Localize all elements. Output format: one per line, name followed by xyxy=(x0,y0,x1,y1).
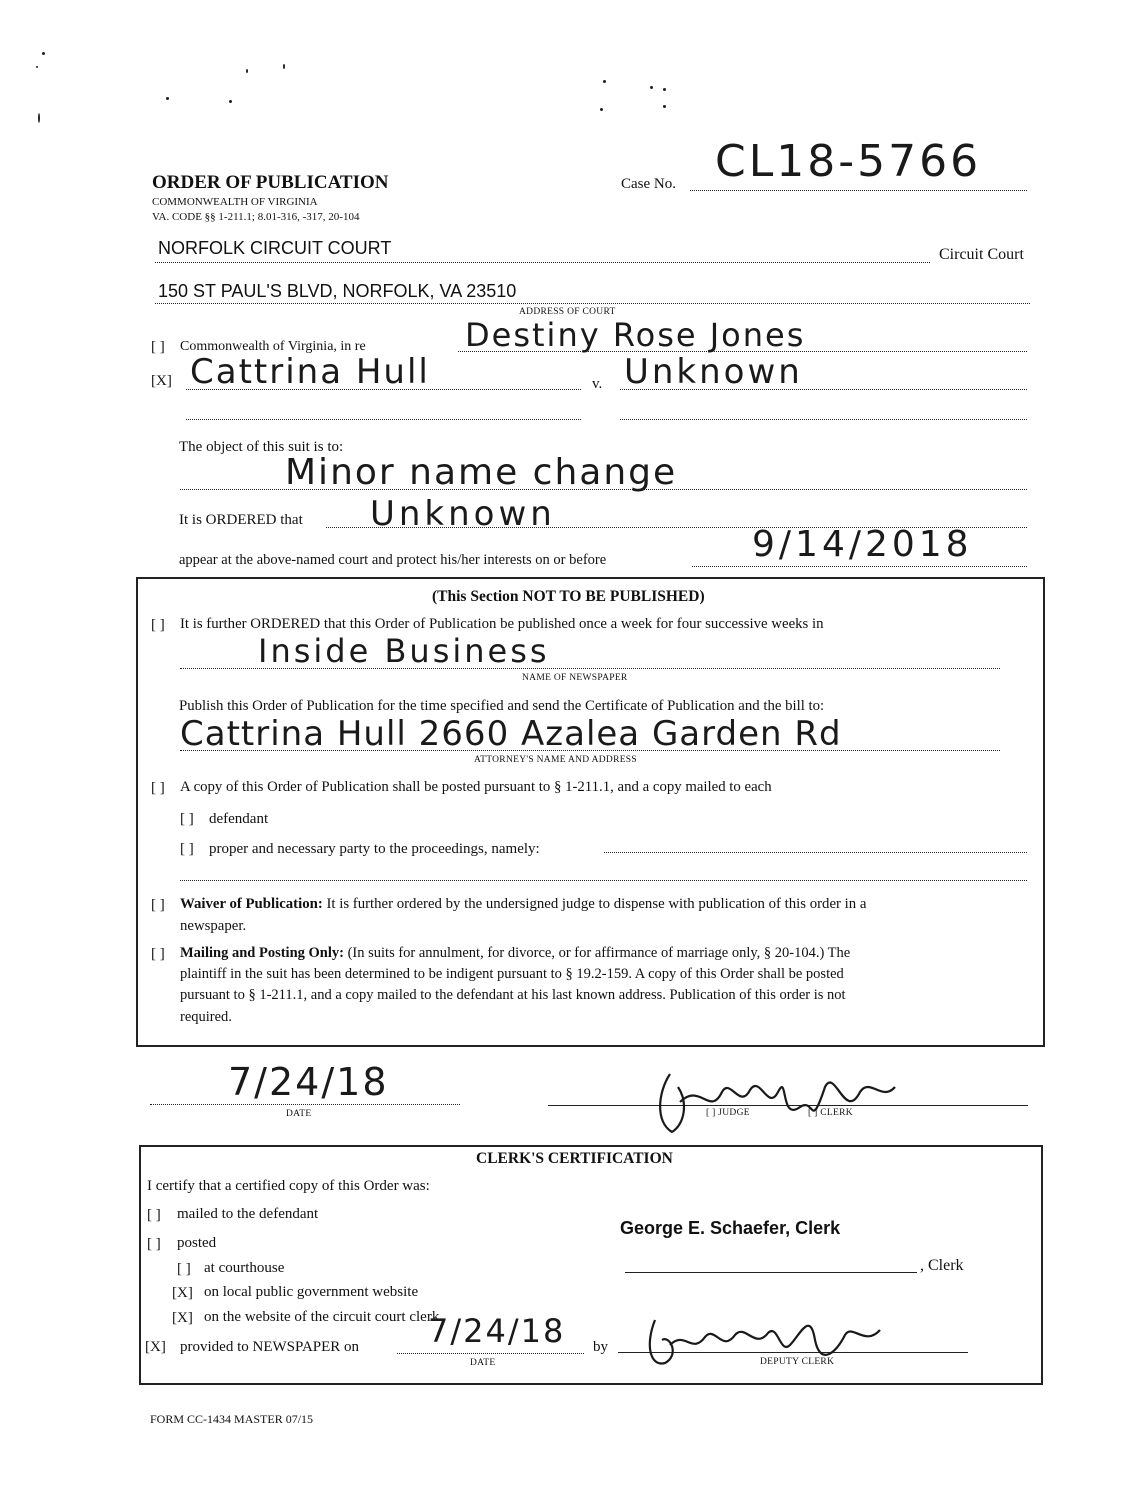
form-title: ORDER OF PUBLICATION xyxy=(152,172,389,193)
judge-signature xyxy=(650,1062,910,1142)
courthouse-label: at courthouse xyxy=(204,1260,285,1276)
circuit-website-label: on the website of the circuit court clerk xyxy=(204,1309,440,1325)
publish-text: It is further ORDERED that this Order of Publication be published once a week for four successive weeks in xyxy=(180,616,824,632)
va-code: VA. CODE §§ 1-211.1; 8.01-316, -317, 20-104 xyxy=(152,211,360,223)
inre-name: Destiny Rose Jones xyxy=(465,316,806,354)
inre-label-text: Commonwealth of Virginia, in re xyxy=(180,339,366,354)
scan-speck xyxy=(600,108,603,111)
mailed-checkbox[interactable]: [ ] xyxy=(147,1207,161,1223)
newspaper-name: Inside Business xyxy=(258,632,550,670)
ordered-value: Unknown xyxy=(370,494,556,534)
inre-checkbox[interactable]: [ ] xyxy=(151,339,165,355)
party-label: proper and necessary party to the proceedings, namely: xyxy=(209,841,540,857)
appear-date: 9/14/2018 xyxy=(752,524,973,565)
scan-speck xyxy=(166,97,169,100)
provided-date: 7/24/18 xyxy=(428,1312,566,1350)
scan-speck xyxy=(36,66,38,68)
courthouse-checkbox[interactable]: [ ] xyxy=(177,1261,191,1277)
clerk-cert-intro: I certify that a certified copy of this Order was: xyxy=(147,1178,430,1194)
mailing-line-1 xyxy=(180,945,850,962)
clerk-name: George E. Schaefer, Clerk xyxy=(620,1218,841,1238)
extra-party-line-left xyxy=(186,419,581,420)
mailing-checkbox[interactable]: [ ] xyxy=(151,946,165,962)
case-number-label: Case No. xyxy=(621,176,676,192)
bill-text: Publish this Order of Publication for the time specified and send the Certificate of Publication and the bill to: xyxy=(179,698,825,714)
party-line xyxy=(604,852,1027,853)
local-website-label: on local public government website xyxy=(204,1284,419,1300)
object-value: Minor name change xyxy=(285,452,678,493)
court-address: 150 ST PAUL'S BLVD, NORFOLK, VA 23510 xyxy=(158,281,517,301)
mailed-label: mailed to the defendant xyxy=(177,1206,319,1222)
posted-label: posted xyxy=(177,1235,217,1251)
waiver-checkbox[interactable]: [ ] xyxy=(151,897,165,913)
attorney-value: Cattrina Hull 2660 Azalea Garden Rd xyxy=(180,714,842,754)
extra-party-line-right xyxy=(620,419,1027,420)
order-date-caption: DATE xyxy=(286,1109,312,1119)
scan-speck xyxy=(38,113,40,123)
circuit-website-checkbox[interactable]: [X] xyxy=(172,1310,193,1326)
versus-checkbox[interactable]: [X] xyxy=(151,373,172,389)
clerk-checkbox-label[interactable]: [ ] CLERK xyxy=(808,1108,853,1118)
ordered-label: It is ORDERED that xyxy=(179,512,303,528)
posted-checkbox[interactable]: [ ] xyxy=(147,1236,161,1252)
address-caption: ADDRESS OF COURT xyxy=(519,307,616,317)
commonwealth-label: COMMONWEALTH OF VIRGINIA xyxy=(152,196,318,208)
clerk-suffix: , Clerk xyxy=(920,1257,964,1274)
waiver-text: It is further ordered by the undersigned judge to dispense with publication of this order in a xyxy=(326,896,867,912)
clerk-cert-heading: CLERK'S CERTIFICATION xyxy=(476,1150,673,1167)
circuit-court-suffix: Circuit Court xyxy=(939,246,1024,263)
local-website-checkbox[interactable]: [X] xyxy=(172,1285,193,1301)
clerk-line xyxy=(625,1272,917,1273)
mailing-line-2: plaintiff in the suit has been determined to be indigent pursuant to § 19.2-159. A copy of this Order shall be posted xyxy=(180,966,844,982)
not-published-heading: (This Section NOT TO BE PUBLISHED) xyxy=(432,588,705,605)
court-name-line xyxy=(155,262,930,263)
scan-speck xyxy=(650,86,653,89)
court-name: NORFOLK CIRCUIT COURT xyxy=(158,238,392,258)
provided-label: provided to NEWSPAPER on xyxy=(180,1339,360,1355)
newspaper-caption: NAME OF NEWSPAPER xyxy=(522,673,628,683)
copy-checkbox[interactable]: [ ] xyxy=(151,780,165,796)
provided-date-caption: DATE xyxy=(470,1358,496,1368)
mailing-bold: Mailing and Posting Only: xyxy=(180,945,344,961)
defendant-label: defendant xyxy=(209,811,269,827)
mailing-text-1: (In suits for annulment, for divorce, or for affirmance of marriage only, § 20-104.) The xyxy=(347,945,851,961)
scan-speck xyxy=(663,88,666,91)
provided-date-line xyxy=(397,1353,584,1354)
appear-label: appear at the above-named court and protect his/her interests on or before xyxy=(179,552,607,568)
mailing-line-3: pursuant to § 1-211.1, and a copy mailed to the defendant at his last known address. Publication of this order is not xyxy=(180,987,846,1003)
defendant-checkbox[interactable]: [ ] xyxy=(180,811,194,827)
scan-speck xyxy=(246,69,248,73)
attorney-caption: ATTORNEY'S NAME AND ADDRESS xyxy=(474,755,637,765)
publish-checkbox[interactable]: [ ] xyxy=(151,617,165,633)
plaintiff-name: Cattrina Hull xyxy=(190,352,430,392)
scan-speck xyxy=(42,52,45,55)
waiver-line-2: newspaper. xyxy=(180,918,247,934)
provided-checkbox[interactable]: [X] xyxy=(145,1339,166,1355)
scan-speck xyxy=(663,105,666,108)
judge-checkbox-label[interactable]: [ ] JUDGE xyxy=(706,1108,750,1118)
scan-speck xyxy=(283,64,285,69)
case-number-value: CL18-5766 xyxy=(715,136,982,187)
by-label: by xyxy=(593,1339,608,1355)
scan-speck xyxy=(229,100,232,103)
party-line-2 xyxy=(180,880,1027,881)
mailing-line-4: required. xyxy=(180,1009,232,1025)
object-label: The object of this suit is to: xyxy=(179,439,344,455)
form-number: FORM CC-1434 MASTER 07/15 xyxy=(150,1412,314,1426)
waiver-bold: Waiver of Publication: xyxy=(180,896,323,912)
waiver-line-1 xyxy=(180,896,866,913)
deputy-clerk-caption: DEPUTY CLERK xyxy=(760,1357,835,1367)
defendant-name: Unknown xyxy=(624,352,803,392)
party-checkbox[interactable]: [ ] xyxy=(180,841,194,857)
order-date-line xyxy=(150,1104,460,1105)
court-address-line xyxy=(155,303,1030,304)
copy-text: A copy of this Order of Publication shall be posted pursuant to § 1-211.1, and a copy mailed to each xyxy=(180,779,772,795)
appear-date-line xyxy=(692,566,1027,567)
case-number-line xyxy=(690,190,1027,191)
scan-speck xyxy=(603,80,606,83)
order-date: 7/24/18 xyxy=(228,1060,389,1104)
versus-label: v. xyxy=(592,376,603,392)
